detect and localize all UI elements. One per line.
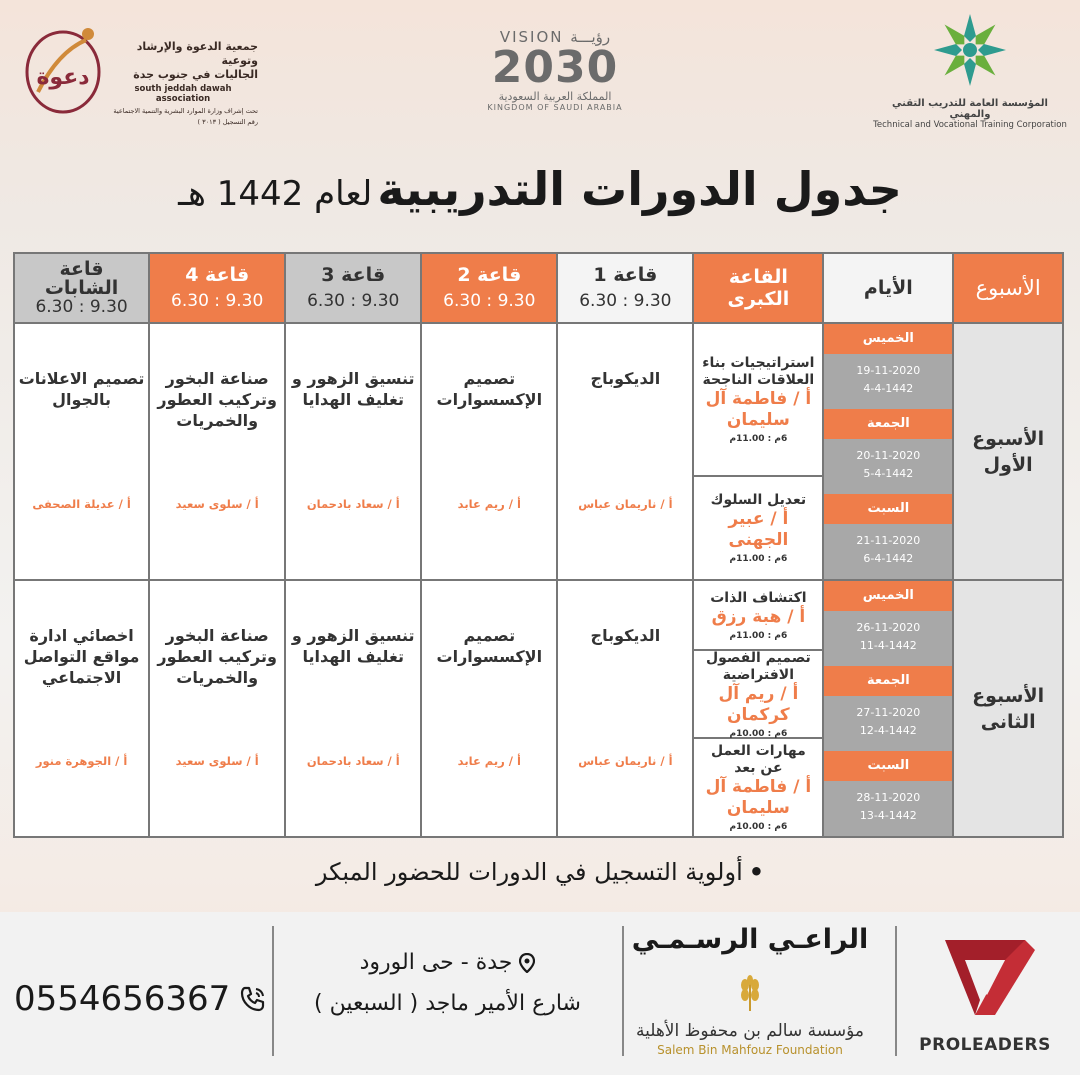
- big-hall-course-title: مهارات العمل عن بعد: [710, 743, 806, 776]
- course-title: اخصائي ادارة مواقع التواصل الاجتماعي: [23, 626, 140, 687]
- week-label: [953, 580, 1063, 837]
- week-row: [14, 323, 1063, 580]
- tvtc-name-en: Technical and Vocational Training Corporation: [873, 120, 1067, 130]
- big-hall-trainer: أ / عبير الجهنى: [728, 509, 789, 550]
- big-hall-course: [694, 739, 822, 836]
- big-hall-course-title: تعديل السلوك: [710, 492, 807, 508]
- vision-country-en: KINGDOM OF SAUDI ARABIA: [487, 103, 623, 112]
- vision-2030-logo: [470, 28, 640, 136]
- priority-note: [0, 858, 1080, 886]
- association-name-en: south jeddah dawah association: [134, 84, 232, 104]
- day-name: السبت: [824, 751, 952, 781]
- header-hall4-time: 9.30 : 6.30: [171, 291, 264, 311]
- sponsor-name-en: Salem Bin Mahfouz Foundation: [657, 1043, 843, 1057]
- date-greg: 26-11-2020: [856, 621, 921, 634]
- big-hall-time: 6م : 10.00م: [729, 728, 788, 739]
- week-label-2: الثانى: [980, 710, 1036, 733]
- big-hall-course: [694, 651, 822, 739]
- sponsor-name-ar: مؤسسة سالم بن محفوظ الأهلية: [635, 1021, 865, 1041]
- header-big-hall-1: القاعة: [728, 266, 788, 288]
- address: [280, 950, 615, 1016]
- date-hijri: 6-4-1442: [863, 552, 914, 565]
- header-hall3: [285, 253, 421, 323]
- week-label: [953, 323, 1063, 580]
- day-block: [824, 409, 952, 494]
- day-name: الخميس: [824, 581, 952, 611]
- address-line-2: شارع الأمير ماجد ( السبعين ): [314, 991, 581, 1016]
- course-title: تصميم الاعلانات بالجوال: [18, 369, 145, 409]
- day-date: [824, 354, 952, 409]
- week-row: [14, 580, 1063, 837]
- hall1-cell: [557, 323, 693, 580]
- day-block: [824, 751, 952, 836]
- header-hall1: [557, 253, 693, 323]
- bullet-icon: •: [748, 858, 765, 886]
- header-hall-girls-time: 9.30 : 6.30: [35, 296, 128, 317]
- big-hall-time: 6م : 11.00م: [729, 554, 788, 564]
- address-city: جدة - حى الورود: [359, 950, 513, 975]
- day-name: الخميس: [824, 324, 952, 354]
- header-hall3-time: 9.30 : 6.30: [307, 291, 400, 311]
- day-block: [824, 666, 952, 751]
- phone-contact[interactable]: [14, 975, 270, 1023]
- big-hall-time: 6م : 11.00م: [729, 630, 788, 641]
- association-reg: رقم التسجيل ( ٣٠١٣ ): [197, 118, 258, 126]
- hall1-cell: [557, 580, 693, 837]
- trainer-name: أ / الجوهرة منور: [35, 754, 128, 768]
- day-block: [824, 581, 952, 666]
- trainer-name: أ / سلوى سعيد: [175, 497, 259, 511]
- big-hall-time: 6م : 10.00م: [729, 822, 788, 832]
- phone-icon: [238, 984, 268, 1014]
- big-hall-time: 6م : 11.00م: [729, 434, 788, 444]
- priority-text: أولوية التسجيل في الدورات للحضور المبكر: [315, 858, 743, 886]
- address-line-1: [280, 950, 615, 975]
- date-greg: 28-11-2020: [856, 791, 921, 804]
- location-pin-icon: [519, 953, 535, 973]
- week-label-1: الأسبوع: [972, 427, 1045, 450]
- date-hijri: 11-4-1442: [859, 639, 917, 652]
- day-name: الجمعة: [824, 409, 952, 439]
- big-hall-course: [694, 477, 822, 579]
- date-hijri: 13-4-1442: [859, 809, 917, 822]
- header-big-hall: [693, 253, 823, 323]
- title-suffix: لعام 1442 هـ: [178, 174, 373, 214]
- date-greg: 20-11-2020: [856, 449, 921, 462]
- big-hall-course-title: استراتيجيات بناء العلاقات الناجحة: [702, 355, 815, 388]
- big-hall-course: [694, 581, 822, 651]
- days-column: [823, 580, 953, 837]
- header-hall3-label: قاعة 3: [321, 264, 386, 286]
- tvtc-logo: [870, 10, 1070, 132]
- course-title: تصميم الإكسسوارات: [436, 626, 543, 666]
- day-date: [824, 439, 952, 494]
- header-days: الأيام: [823, 253, 953, 323]
- hall3-cell: [285, 323, 421, 580]
- divider: [622, 926, 624, 1056]
- hall2-cell: [421, 323, 557, 580]
- vision-country-ar: المملكة العربية السعودية: [498, 90, 612, 103]
- big-hall-cell: [693, 580, 823, 837]
- hall3-cell: [285, 580, 421, 837]
- date-hijri: 4-4-1442: [863, 382, 914, 395]
- trainer-name: أ / سعاد بادحمان: [306, 754, 400, 768]
- big-hall-course-title: تصميم الفصول الافتراضية: [705, 649, 811, 683]
- big-hall-trainer: أ / هبة رزق: [711, 606, 806, 627]
- trainer-name: أ / عديلة الصحفى: [32, 497, 131, 511]
- day-block: [824, 494, 952, 579]
- big-hall-course-title: اكتشاف الذات: [710, 589, 807, 606]
- day-date: [824, 524, 952, 579]
- day-name: الجمعة: [824, 666, 952, 696]
- association-logo: [12, 18, 262, 130]
- week-label-2: الأول: [983, 453, 1033, 476]
- header-hall4: [149, 253, 285, 323]
- date-greg: 27-11-2020: [856, 706, 921, 719]
- big-hall-course: [694, 324, 822, 477]
- header-hall2: [421, 253, 557, 323]
- day-name: السبت: [824, 494, 952, 524]
- page-title: [0, 162, 1080, 216]
- date-greg: 21-11-2020: [856, 534, 921, 547]
- course-title: صناعة البخور وتركيب العطور والخمريات: [157, 626, 277, 687]
- sponsor-title: الراعـي الرسـمـي: [631, 924, 869, 955]
- hall4-cell: [149, 580, 285, 837]
- header-hall2-time: 9.30 : 6.30: [443, 291, 536, 311]
- week-label-1: الأسبوع: [972, 684, 1045, 707]
- proleaders-logo: [905, 925, 1065, 1065]
- sponsor-logo: [630, 975, 870, 1065]
- day-date: [824, 611, 952, 666]
- vision-label: VISION رؤيـــة: [499, 28, 611, 46]
- tvtc-name-ar: المؤسسة العامة للتدريب التقني والمهني: [892, 98, 1048, 120]
- trainer-name: أ / سعاد بادحمان: [306, 497, 400, 511]
- trainer-name: أ / ريم عابد: [457, 754, 521, 768]
- proleaders-mark-icon: [925, 925, 1045, 1025]
- header-hall-girls-2: الشابات: [44, 276, 119, 299]
- header-big-hall-2: الكبرى: [727, 288, 790, 310]
- hall2-cell: [421, 580, 557, 837]
- trainer-name: أ / سلوى سعيد: [175, 754, 259, 768]
- date-hijri: 12-4-1442: [859, 724, 917, 737]
- date-greg: 19-11-2020: [856, 364, 921, 377]
- dawah-logo-text: دعوة: [36, 65, 90, 90]
- header-hall1-label: قاعة 1: [593, 264, 658, 286]
- day-block: [824, 324, 952, 409]
- association-supervision: تحت إشراف وزارة الموارد البشرية والتنمية الاجتماعية: [113, 107, 258, 115]
- association-name-1: جمعية الدعوة والإرشاد وتوعية: [136, 40, 258, 67]
- header-hall1-time: 9.30 : 6.30: [579, 291, 672, 311]
- day-date: [824, 781, 952, 836]
- big-hall-trainer: أ / فاطمة آل سليمان: [705, 389, 812, 430]
- trainer-name: أ / ناريمان عباس: [578, 497, 673, 511]
- title-main: جدول الدورات التدريبية: [377, 162, 902, 216]
- phone-number[interactable]: 0554656367: [14, 979, 231, 1019]
- header-hall2-label: قاعة 2: [457, 264, 522, 286]
- divider: [272, 926, 274, 1056]
- association-name-2: الجاليات في جنوب جدة: [133, 68, 258, 81]
- course-title: تنسيق الزهور و تغليف الهدايا: [291, 369, 415, 409]
- day-date: [824, 696, 952, 751]
- big-hall-trainer: أ / ريم آل كركمان: [718, 683, 799, 725]
- dawah-logo-icon: [18, 22, 108, 118]
- big-hall-trainer: أ / فاطمة آل سليمان: [705, 777, 812, 818]
- days-column: [823, 323, 953, 580]
- schedule-table: [13, 252, 1064, 838]
- wheat-icon: [735, 975, 765, 1013]
- vision-year: 2030: [491, 42, 619, 93]
- trainer-name: أ / ناريمان عباس: [578, 754, 673, 768]
- header-hall4-label: قاعة 4: [185, 264, 250, 286]
- course-title: الديكوباج: [590, 626, 661, 645]
- date-hijri: 5-4-1442: [863, 467, 914, 480]
- hall-girls-cell: [14, 580, 149, 837]
- course-title: صناعة البخور وتركيب العطور والخمريات: [157, 369, 277, 430]
- course-title: الديكوباج: [590, 369, 661, 388]
- big-hall-cell: [693, 323, 823, 580]
- header-week: الأسبوع: [953, 253, 1063, 323]
- hall4-cell: [149, 323, 285, 580]
- header-hall-girls-1: قاعة: [59, 257, 104, 280]
- tvtc-emblem-icon: [932, 10, 1008, 90]
- divider: [895, 926, 897, 1056]
- header-hall-girls: [14, 253, 149, 323]
- proleaders-text: PROLEADERS: [919, 1035, 1051, 1055]
- hall-girls-cell: [14, 323, 149, 580]
- trainer-name: أ / ريم عابد: [457, 497, 521, 511]
- course-title: تصميم الإكسسوارات: [436, 369, 543, 409]
- course-title: تنسيق الزهور و تغليف الهدايا: [291, 626, 415, 666]
